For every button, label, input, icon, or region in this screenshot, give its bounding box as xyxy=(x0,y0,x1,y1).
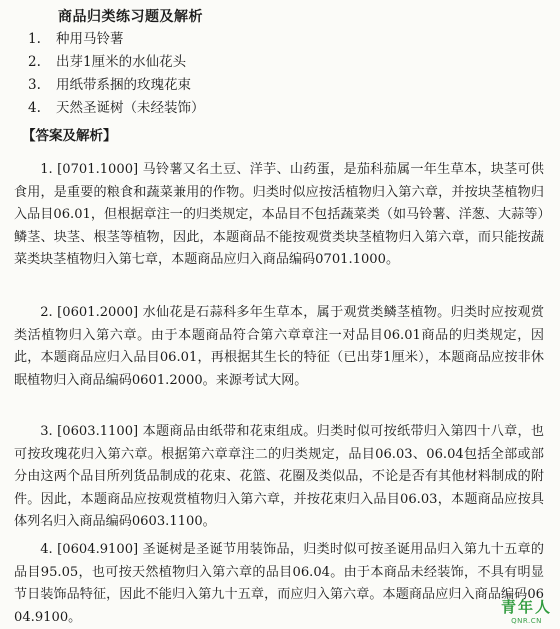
question-item xyxy=(28,28,205,51)
answer-heading: 【答案及解析】 xyxy=(22,128,117,144)
question-number: 4. xyxy=(28,100,41,116)
answer-paragraph-1: 1. [0701.1000] 马铃薯又名土豆、洋芋、山药蛋，是茄科茄属一年生草本，块茎可供食用，是重要的粮食和蔬菜兼用的作物。归类时似应按活植物归入第六章，并按块茎植物归入品目06.01，但根据章注一的归类规定，本品目不包括蔬菜类（如马铃薯、洋葱、大蒜等）鳞茎、块茎、根茎等植物，因此，本题商品不能按观赏类块茎植物归入第六章，而只能按蔬菜类块茎植物归入第七章，本题商品应归入商品编码0701.1000。 xyxy=(14,162,544,268)
question-item xyxy=(28,51,205,74)
question-text: 种用马铃薯 xyxy=(56,31,124,47)
question-list xyxy=(28,28,205,120)
watermark-logo-text: 青年人 xyxy=(500,598,552,616)
question-item xyxy=(28,97,205,120)
answer-paragraph-4: 4. [0604.9100] 圣诞树是圣诞节用装饰品，归类时似可按圣诞用品归入第九十五章的品目95.05，也可按天然植物归入第六章的品目06.04。由于本商品未经装饰，不具有明显节日装饰品特征，因此不能归入第九十五章，而应归入第六章。本题商品应归入商品编码0604.9100。 xyxy=(14,542,544,625)
question-text: 天然圣诞树（未经装饰） xyxy=(56,100,205,116)
question-number: 2. xyxy=(28,54,41,70)
question-item xyxy=(28,74,205,97)
question-number: 1. xyxy=(28,31,41,47)
answer-paragraph-2: 2. [0601.2000] 水仙花是石蒜科多年生草本，属于观赏类鳞茎植物。归类时应按观赏类活植物归入第六章。由于本题商品符合第六章章注一对品目06.01商品的归类规定，因此，本题商品应归入品目06.01，再根据其生长的特征（已出芽1厘米），本题商品应按非休眠植物归入商品编码0601.2000。来源考试大网。 xyxy=(14,305,544,388)
document-title: 商品归类练习题及解析 xyxy=(58,9,203,25)
question-number: 3. xyxy=(28,77,41,93)
question-text: 用纸带系捆的玫瑰花束 xyxy=(56,77,191,93)
question-text: 出芽1厘米的水仙花头 xyxy=(56,54,187,70)
answer-paragraph-3: 3. [0603.1100] 本题商品由纸带和花束组成。归类时似可按纸带归入第四十八章，也可按玫瑰花归入第六章。根据第六章章注二的归类规定，品目06.03、06.04包括全部或部分由这两个品目所列货品制成的花束、花篮、花圈及类似品，不论是否有其他材料制成的附件。因此，本题商品应按观赏植物归入第六章，并按花束归入品目06.03，本题商品应按具体列名归入商品编码0603.1100。 xyxy=(14,424,544,530)
site-watermark xyxy=(501,596,552,625)
watermark-domain: QNR.CN xyxy=(511,617,542,625)
